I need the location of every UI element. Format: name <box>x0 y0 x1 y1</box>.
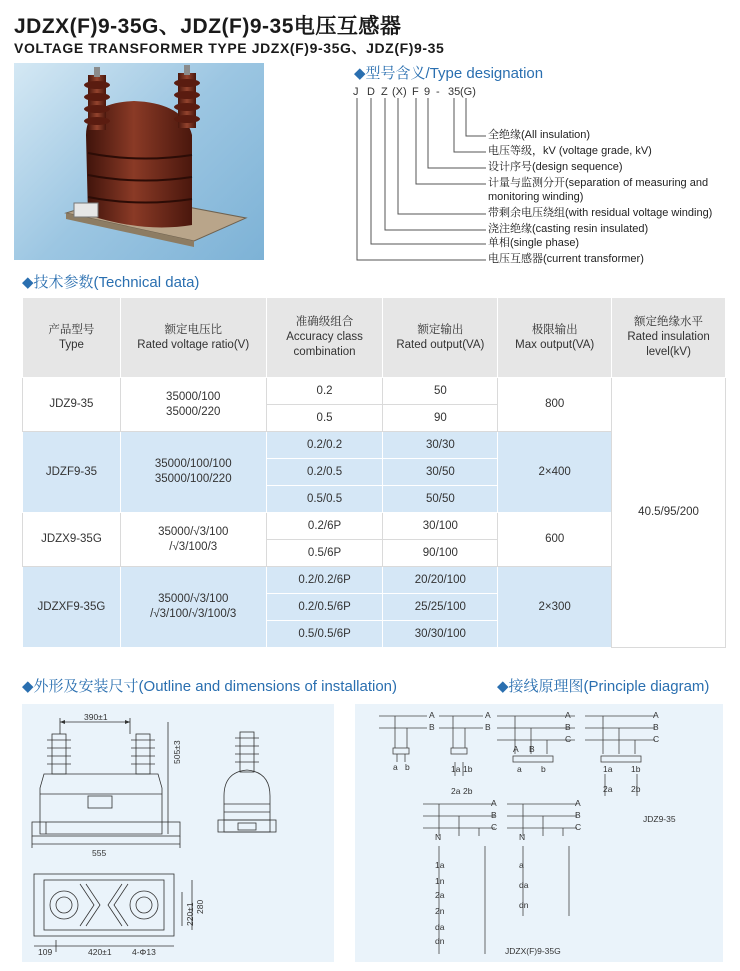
cell-max-output: 600 <box>498 513 612 567</box>
label-1a: 1a <box>435 860 445 870</box>
label-1b: 1b <box>631 764 641 774</box>
label-b: B <box>565 722 571 732</box>
dim-top-width: 390±1 <box>84 712 108 722</box>
label-sa: a <box>393 762 398 772</box>
header-ratio: 额定电压比 Rated voltage ratio(V) <box>120 298 266 378</box>
label-2a: 2a <box>603 784 613 794</box>
dim-depth-a: 220±1 <box>185 902 195 926</box>
label-a: A <box>485 710 491 720</box>
technical-data-heading: ◆技术参数(Technical data) <box>22 274 200 291</box>
label-sb: b <box>405 762 410 772</box>
label-2a: 2a <box>451 786 461 796</box>
technical-data-table <box>22 297 726 648</box>
label-sa: a <box>517 764 522 774</box>
desc-separation-1: 计量与监测分开(separation of measuring and <box>488 177 709 189</box>
code-g: (G) <box>460 86 476 98</box>
principle-heading: ◆接线原理图(Principle diagram) <box>497 678 710 695</box>
label-2b: 2b <box>463 786 473 796</box>
cell-output: 30/50 <box>383 459 498 486</box>
dim-offset: 109 <box>38 947 53 957</box>
label-a: A <box>575 798 581 808</box>
label-dn: dn <box>435 936 445 946</box>
cell-output: 50 <box>383 378 498 405</box>
cell-accuracy: 0.2 <box>266 378 383 405</box>
table-row <box>23 378 726 405</box>
label-2n: 2n <box>435 906 445 916</box>
cell-accuracy: 0.5/0.5/6P <box>266 621 383 648</box>
cell-accuracy: 0.5/6P <box>266 540 383 567</box>
desc-transformer: 电压互感器(current transformer) <box>488 253 644 265</box>
dim-hole-span: 420±1 <box>88 947 112 957</box>
code-f: F <box>412 86 419 98</box>
label-c: C <box>565 734 572 744</box>
label-b: B <box>653 722 659 732</box>
dim-holes: 4-Φ13 <box>132 947 156 957</box>
type-designation-diagram <box>352 86 732 271</box>
cell-ratio: 35000/√3/100 /√3/100/√3/100/3 <box>120 567 266 648</box>
dim-depth-b: 280 <box>195 899 205 914</box>
type-designation-heading: ◆型号含义/Type designation <box>354 65 544 82</box>
cell-accuracy: 0.2/0.5/6P <box>266 594 383 621</box>
desc-residual-winding: 带剩余电压绕组(with residual voltage winding) <box>488 207 713 219</box>
cell-max-output: 2×300 <box>498 567 612 648</box>
code-x: (X) <box>392 86 407 98</box>
label-a: A <box>429 710 435 720</box>
desc-separation-2: monitoring winding) <box>488 191 584 203</box>
label-sb: b <box>541 764 546 774</box>
dim-height: 505±3 <box>172 740 182 764</box>
code-d: D <box>367 86 375 98</box>
header-max-output: 极限输出 Max output(VA) <box>498 298 612 378</box>
desc-all-insulation: 全绝缘(All insulation) <box>488 129 591 141</box>
cell-accuracy: 0.5 <box>266 405 383 432</box>
cell-accuracy: 0.2/6P <box>266 513 383 540</box>
code-35: 35 <box>448 86 461 98</box>
label-1n: 1n <box>435 876 445 886</box>
cell-output: 30/30 <box>383 432 498 459</box>
outline-heading: ◆外形及安装尺寸(Outline and dimensions of installation) <box>22 678 398 695</box>
label-dn: dn <box>519 900 529 910</box>
header-accuracy: 准确级组合 Accuracy class combination <box>266 298 383 378</box>
cell-insulation: 40.5/95/200 <box>612 378 726 648</box>
desc-design-sequence: 设计序号(design sequence) <box>488 161 623 173</box>
cell-max-output: 2×400 <box>498 432 612 513</box>
cell-output: 90/100 <box>383 540 498 567</box>
label-a: A <box>653 710 659 720</box>
label-a: A <box>565 710 571 720</box>
header-type: 产品型号 Type <box>23 298 121 378</box>
cell-accuracy: 0.2/0.2/6P <box>266 567 383 594</box>
cell-output: 20/20/100 <box>383 567 498 594</box>
cell-type: JDZF9-35 <box>23 432 121 513</box>
label-b: B <box>429 722 435 732</box>
code-9: 9 <box>424 86 431 98</box>
label-n: N <box>519 832 526 842</box>
label-da: da <box>519 880 529 890</box>
label-b: B <box>485 722 491 732</box>
cell-ratio: 35000/100 35000/220 <box>120 378 266 432</box>
label-sa: a <box>519 860 524 870</box>
outline-drawing <box>22 704 334 962</box>
product-photo <box>14 63 264 260</box>
label-2b: 2b <box>631 784 641 794</box>
label-1a: 1a <box>451 764 461 774</box>
label-1a: 1a <box>603 764 613 774</box>
label-a: A <box>491 798 497 808</box>
caption-jdzx: JDZX(F)9-35G <box>505 946 561 956</box>
label-c: C <box>491 822 498 832</box>
label-b: B <box>491 810 497 820</box>
cell-output: 25/25/100 <box>383 594 498 621</box>
caption-jdz: JDZ9-35 <box>643 814 676 824</box>
code-j: J <box>353 86 359 98</box>
label-b: B <box>575 810 581 820</box>
label-2a: 2a <box>435 890 445 900</box>
label-1b: 1b <box>463 764 473 774</box>
code-dash: - <box>436 86 440 98</box>
header-rated-output: 额定输出 Rated output(VA) <box>383 298 498 378</box>
cell-type: JDZXF9-35G <box>23 567 121 648</box>
dim-base-width: 555 <box>92 848 107 858</box>
page-title: JDZX(F)9-35G、JDZ(F)9-35电压互感器 <box>14 15 402 38</box>
principle-drawing <box>355 704 723 962</box>
cell-ratio: 35000/√3/100 /√3/100/3 <box>120 513 266 567</box>
label-da: da <box>435 922 445 932</box>
cell-accuracy: 0.2/0.2 <box>266 432 383 459</box>
cell-accuracy: 0.2/0.5 <box>266 459 383 486</box>
page-subtitle: VOLTAGE TRANSFORMER TYPE JDZX(F)9-35G、JDZ(F)9-35 <box>14 40 445 56</box>
desc-single-phase: 单相(single phase) <box>488 237 580 249</box>
label-a: A <box>513 744 519 754</box>
cell-output: 30/100 <box>383 513 498 540</box>
cell-accuracy: 0.5/0.5 <box>266 486 383 513</box>
cell-output: 30/30/100 <box>383 621 498 648</box>
label-b: B <box>529 744 535 754</box>
cell-ratio: 35000/100/100 35000/100/220 <box>120 432 266 513</box>
cell-output: 90 <box>383 405 498 432</box>
label-n: N <box>435 832 442 842</box>
cell-type: JDZ9-35 <box>23 378 121 432</box>
header-insulation: 额定绝缘水平 Rated insulation level(kV) <box>612 298 726 378</box>
cell-type: JDZX9-35G <box>23 513 121 567</box>
label-c: C <box>575 822 582 832</box>
label-c: C <box>653 734 660 744</box>
code-z: Z <box>381 86 388 98</box>
cell-max-output: 800 <box>498 378 612 432</box>
desc-voltage-grade: 电压等级，kV (voltage grade, kV) <box>488 145 652 157</box>
cell-output: 50/50 <box>383 486 498 513</box>
desc-casting-resin: 浇注绝缘(casting resin insulated) <box>488 223 649 235</box>
